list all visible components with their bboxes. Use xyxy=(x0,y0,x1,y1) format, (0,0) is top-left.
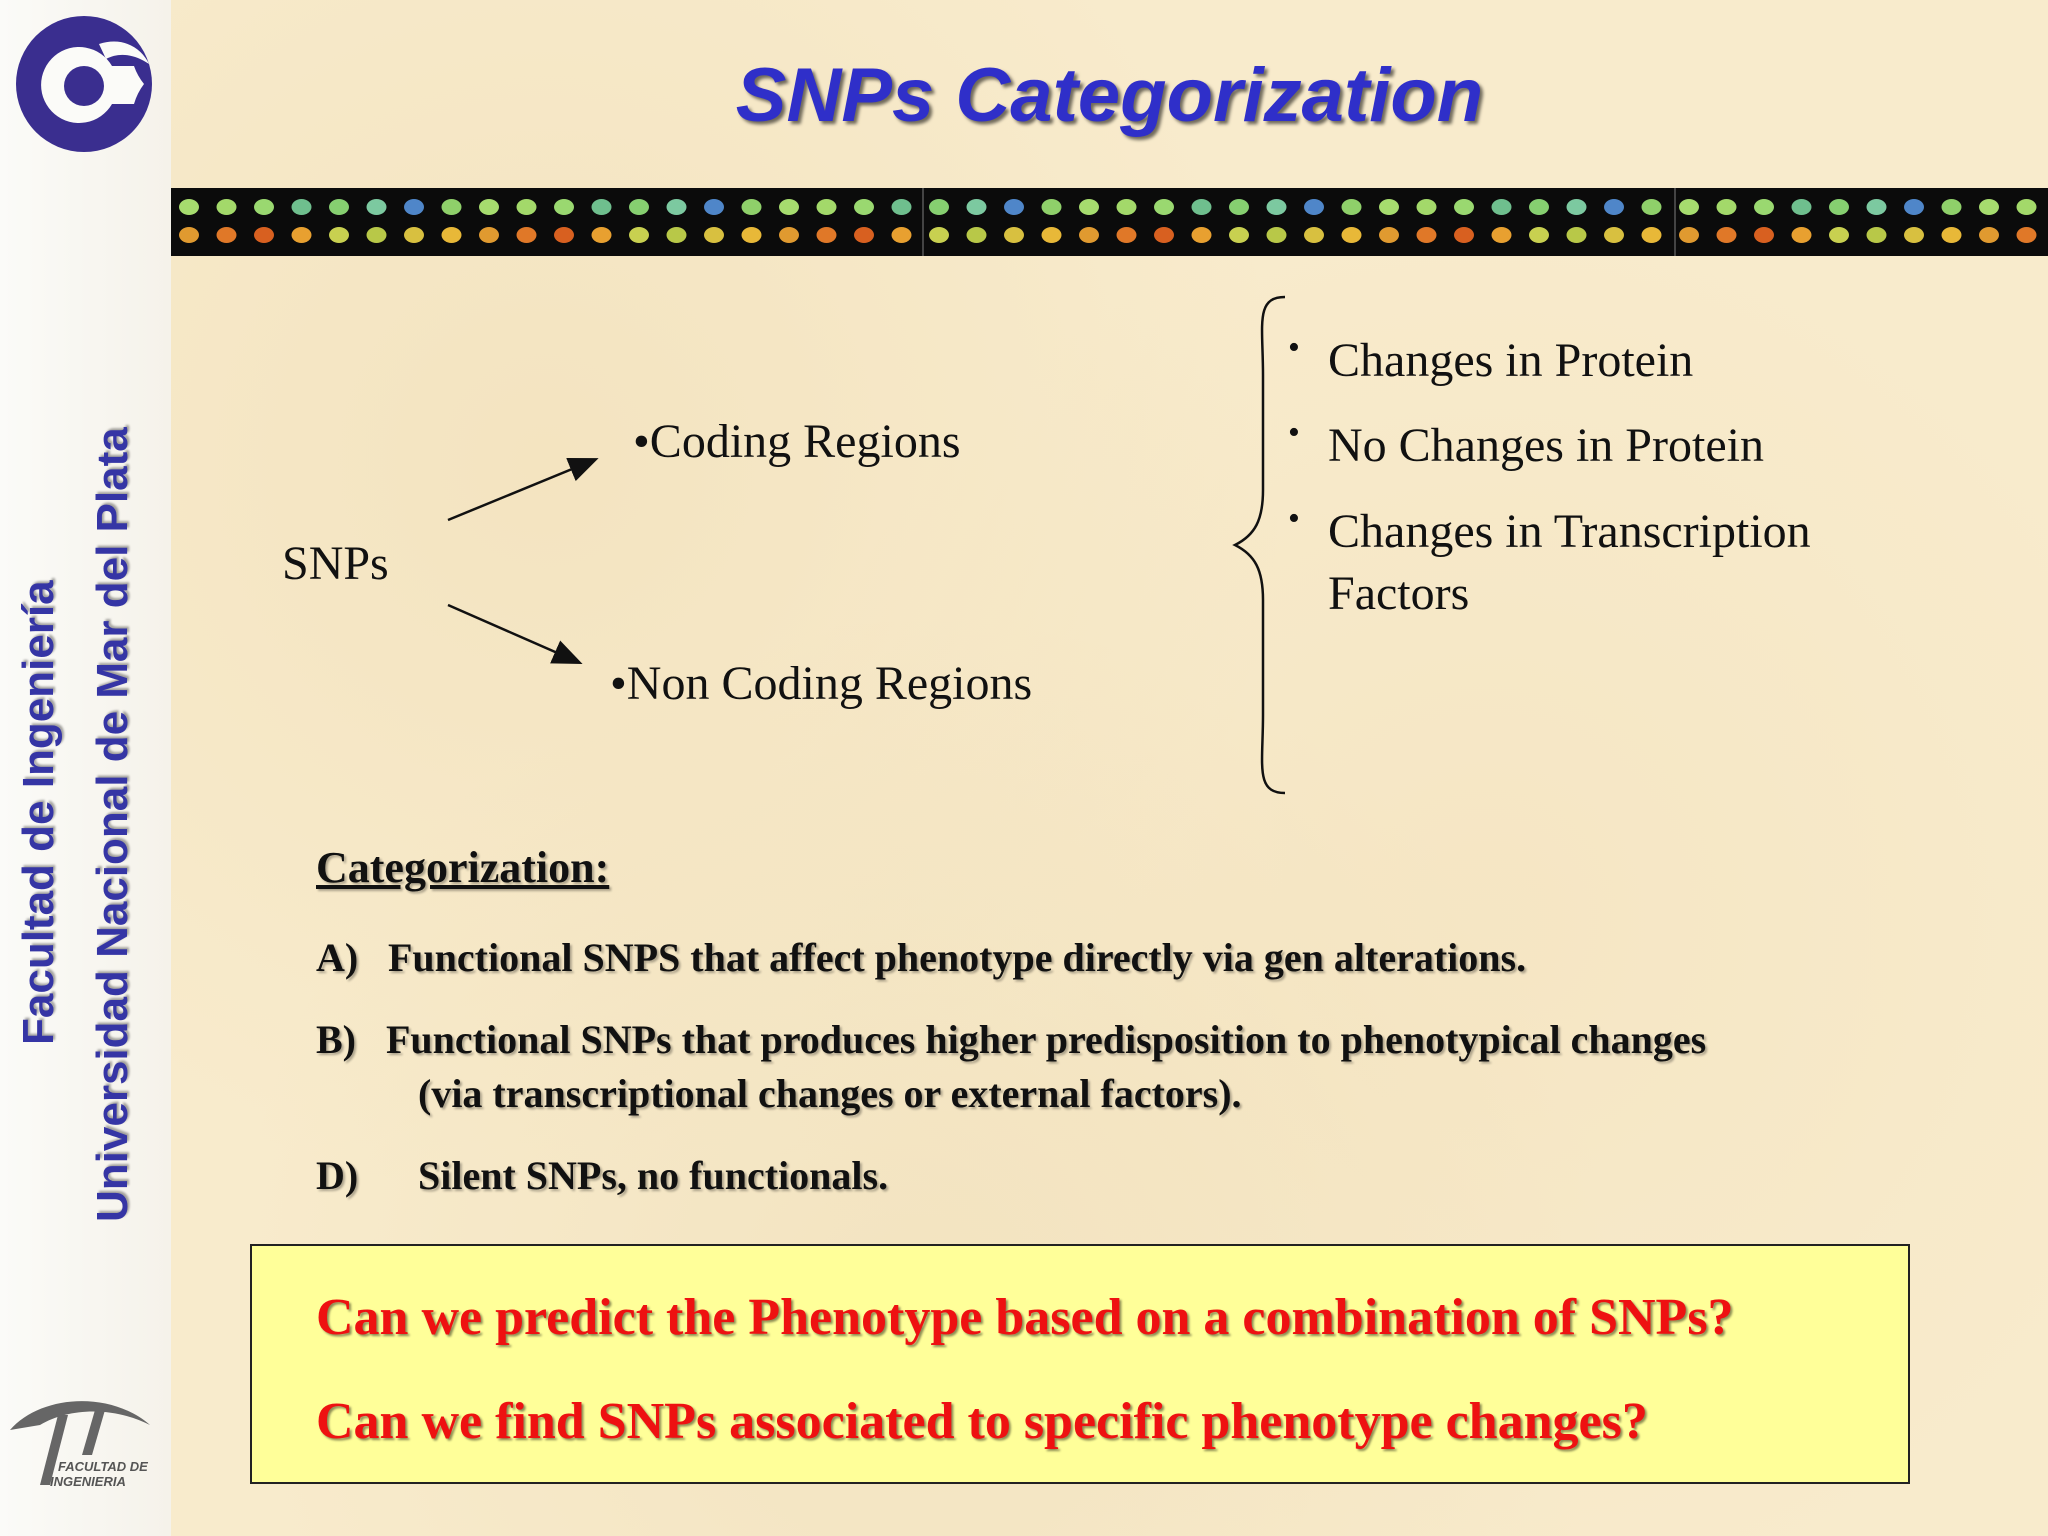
microarray-spot xyxy=(1229,199,1249,215)
microarray-spot xyxy=(179,227,199,243)
cat-d-label: D) xyxy=(316,1153,359,1198)
microarray-spot xyxy=(1604,227,1624,243)
microarray-spot xyxy=(929,227,949,243)
effect-changes-in-transcription: Changes in Transcription xyxy=(1328,505,1811,558)
microarray-spot xyxy=(1079,227,1099,243)
cat-b-label: B) xyxy=(316,1017,356,1062)
logo-caption-1: FACULTAD DE xyxy=(58,1459,148,1474)
microarray-spot xyxy=(1342,227,1362,243)
microarray-spot xyxy=(1192,199,1212,215)
microarray-spot xyxy=(1829,227,1849,243)
microarray-spot xyxy=(1192,227,1212,243)
microarray-spot xyxy=(329,199,349,215)
arrow-to-coding xyxy=(448,460,594,520)
microarray-spot xyxy=(1979,199,1999,215)
microarray-spot xyxy=(442,227,462,243)
microarray-spot xyxy=(517,227,537,243)
microarray-spot xyxy=(1004,227,1024,243)
microarray-spot xyxy=(1304,199,1324,215)
microarray-spot xyxy=(1604,199,1624,215)
microarray-spot xyxy=(1867,199,1887,215)
microarray-spot xyxy=(479,227,499,243)
microarray-spot xyxy=(1154,227,1174,243)
university-name: Universidad Nacional de Mar del Plata xyxy=(88,427,137,1222)
microarray-spot xyxy=(967,199,987,215)
categorization-heading: Categorization: xyxy=(316,843,610,892)
cat-b-text: Functional SNPs that produces higher predisposition to phenotypical changes xyxy=(386,1017,1707,1062)
microarray-spot xyxy=(1754,199,1774,215)
faculty-logo-icon xyxy=(0,1385,170,1495)
effect-no-changes-in-protein: No Changes in Protein xyxy=(1328,419,1764,472)
university-logo-icon xyxy=(14,14,154,154)
microarray-spot xyxy=(667,199,687,215)
microarray-spot xyxy=(629,199,649,215)
microarray-spot xyxy=(1267,199,1287,215)
microarray-spot xyxy=(892,227,912,243)
microarray-spot xyxy=(1942,227,1962,243)
microarray-spot xyxy=(667,227,687,243)
microarray-spot xyxy=(742,199,762,215)
microarray-spot xyxy=(1679,227,1699,243)
microarray-spot xyxy=(1042,227,1062,243)
microarray-spot xyxy=(1717,227,1737,243)
microarray-spot xyxy=(1492,199,1512,215)
microarray-spot xyxy=(1267,227,1287,243)
microarray-spot xyxy=(1379,227,1399,243)
microarray-spot xyxy=(592,199,612,215)
microarray-spot xyxy=(1492,227,1512,243)
bullet: • xyxy=(1288,500,1300,537)
microarray-spot xyxy=(179,199,199,215)
microarray-spot xyxy=(1717,199,1737,215)
effect-factors: Factors xyxy=(1328,567,1470,620)
microarray-spot xyxy=(1867,227,1887,243)
microarray-spot xyxy=(292,199,312,215)
microarray-spot xyxy=(592,227,612,243)
microarray-spot xyxy=(967,227,987,243)
snps-root-label: SNPs xyxy=(282,537,389,590)
microarray-spot xyxy=(1642,227,1662,243)
microarray-banner-image xyxy=(171,188,2048,256)
microarray-spot xyxy=(1454,227,1474,243)
faculty-name: Facultad de Ingeniería xyxy=(14,580,63,1045)
logo-caption-2: INGENIERIA xyxy=(50,1474,126,1489)
microarray-spot xyxy=(854,199,874,215)
microarray-spot xyxy=(1304,227,1324,243)
microarray-spot xyxy=(704,199,724,215)
microarray-spot xyxy=(1904,199,1924,215)
microarray-spot xyxy=(1117,227,1137,243)
cat-a-label: A) xyxy=(316,935,359,980)
microarray-spot xyxy=(1754,227,1774,243)
microarray-spot xyxy=(292,227,312,243)
curly-brace xyxy=(1225,295,1285,795)
microarray-spot xyxy=(1229,227,1249,243)
arrow-to-non-coding xyxy=(448,605,578,662)
microarray-spot xyxy=(1529,227,1549,243)
microarray-spot xyxy=(254,227,274,243)
cat-a-text: Functional SNPS that affect phenotype directly via gen alterations. xyxy=(388,935,1527,980)
effect-changes-in-protein: Changes in Protein xyxy=(1328,334,1694,387)
bullet: • xyxy=(1288,414,1300,451)
microarray-spot xyxy=(1379,199,1399,215)
non-coding-regions-label: •Non Coding Regions xyxy=(610,657,1033,710)
microarray-spot xyxy=(929,199,949,215)
microarray-spot xyxy=(1904,227,1924,243)
microarray-spot xyxy=(2017,227,2037,243)
microarray-spot xyxy=(704,227,724,243)
microarray-spot xyxy=(1567,199,1587,215)
microarray-spot xyxy=(1979,227,1999,243)
microarray-spot xyxy=(742,227,762,243)
microarray-spot xyxy=(217,199,237,215)
cat-d-text: Silent SNPs, no functionals. xyxy=(418,1153,889,1198)
microarray-spot xyxy=(1829,199,1849,215)
microarray-spot xyxy=(1042,199,1062,215)
microarray-spot xyxy=(779,199,799,215)
microarray-spot xyxy=(1342,199,1362,215)
microarray-spot xyxy=(442,199,462,215)
microarray-spot xyxy=(329,227,349,243)
microarray-spot xyxy=(1529,199,1549,215)
microarray-spot xyxy=(817,199,837,215)
microarray-spot xyxy=(1117,199,1137,215)
microarray-spot xyxy=(1642,199,1662,215)
bullet: • xyxy=(1288,329,1300,366)
microarray-spot xyxy=(404,227,424,243)
microarray-spot xyxy=(367,227,387,243)
microarray-spot xyxy=(1417,199,1437,215)
microarray-spot xyxy=(1417,227,1437,243)
microarray-spot xyxy=(854,227,874,243)
microarray-spot xyxy=(479,199,499,215)
question-2: Can we find SNPs associated to specific phenotype changes? xyxy=(316,1393,1648,1450)
microarray-spot xyxy=(1154,199,1174,215)
microarray-spot xyxy=(554,227,574,243)
microarray-spot xyxy=(1454,199,1474,215)
microarray-spot xyxy=(1079,199,1099,215)
microarray-spot xyxy=(217,227,237,243)
microarray-spot xyxy=(629,227,649,243)
microarray-spot xyxy=(1004,199,1024,215)
coding-regions-label: •Coding Regions xyxy=(633,415,961,468)
slide-title: SNPs Categorization xyxy=(735,53,1484,138)
microarray-spot xyxy=(817,227,837,243)
branch-arrows xyxy=(440,450,600,680)
microarray-spot xyxy=(1792,199,1812,215)
microarray-spot xyxy=(254,199,274,215)
microarray-spot xyxy=(404,199,424,215)
microarray-spot xyxy=(892,199,912,215)
microarray-spot xyxy=(1567,227,1587,243)
microarray-spot xyxy=(517,199,537,215)
microarray-spot xyxy=(554,199,574,215)
microarray-spot xyxy=(1679,199,1699,215)
microarray-spot xyxy=(779,227,799,243)
microarray-spot xyxy=(2017,199,2037,215)
microarray-spot xyxy=(1792,227,1812,243)
question-1: Can we predict the Phenotype based on a combination of SNPs? xyxy=(316,1289,1734,1346)
cat-b-text-2: (via transcriptional changes or external factors). xyxy=(418,1071,1242,1116)
microarray-spot xyxy=(1942,199,1962,215)
microarray-spot xyxy=(367,199,387,215)
